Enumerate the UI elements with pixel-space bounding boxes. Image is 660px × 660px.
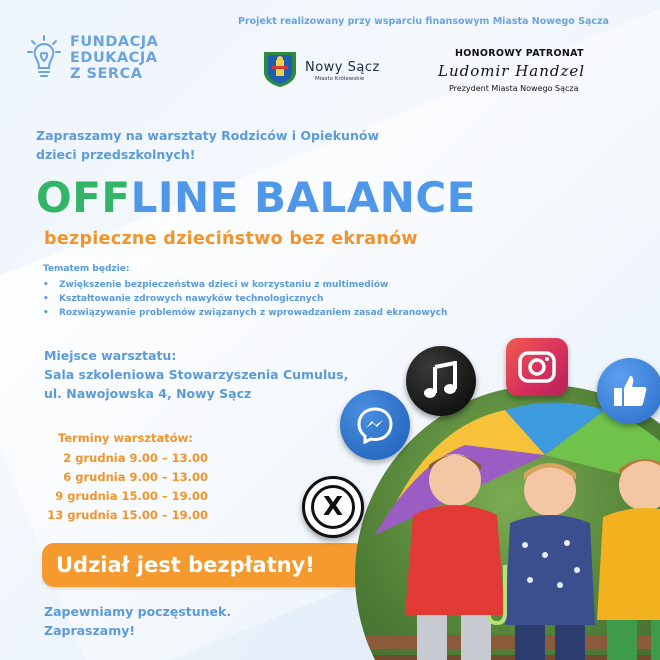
- foundation-logo: [26, 34, 158, 82]
- invite-text: [36, 126, 379, 164]
- topic-item: • Rozwiązywanie problemów związanych z wprowadzaniem zasad ekranowych: [43, 306, 447, 320]
- date-item: 9 grudnia 15.00 – 19.00: [55, 489, 208, 503]
- invite-line1: Zapraszamy na warsztaty Rodziców i Opiekunów: [36, 128, 379, 143]
- city-subtitle: Miasto Królewskie: [315, 76, 365, 82]
- date-item: 13 grudnia 15.00 – 19.00: [47, 508, 208, 522]
- headline-line-balance: LINE BALANCE: [130, 173, 476, 222]
- free-participation-banner: Udział jest bezpłatny!: [42, 543, 366, 587]
- thumbs-up-icon: [597, 358, 660, 424]
- patron-role: Prezydent Miasta Nowego Sącza: [449, 84, 579, 93]
- child-right: [597, 459, 660, 660]
- city-crest-icon: [262, 50, 298, 88]
- venue-line1: Sala szkoleniowa Stowarzyszenia Cumulus,: [44, 367, 349, 382]
- venue-line2: ul. Nawojowska 4, Nowy Sącz: [44, 386, 252, 401]
- date-item: 2 grudnia 9.00 – 13.00: [63, 451, 208, 465]
- topic-item: • Kształtowanie zdrowych nawyków technologicznych: [43, 292, 447, 306]
- closing-line2: Zapraszamy!: [44, 623, 136, 638]
- closing-line1: Zapewniamy poczęstunek.: [44, 604, 232, 619]
- foundation-name: [70, 34, 158, 82]
- lightbulb-heart-icon: [26, 34, 62, 80]
- headline: [36, 174, 476, 222]
- subtitle: bezpieczne dzieciństwo bez ekranów: [44, 229, 418, 249]
- messenger-icon: [340, 390, 410, 460]
- project-note: Projekt realizowany przy wsparciu finansowym Miasta Nowego Sącza: [238, 16, 609, 27]
- x-logo-glyph: X: [311, 485, 355, 529]
- topics-heading: Tematem będzie:: [43, 264, 130, 274]
- foundation-name-line3: Z SERCA: [70, 66, 143, 82]
- dates-list: [30, 449, 208, 525]
- patron-signature: Ludomir Handzel: [438, 62, 586, 80]
- headline-off: OFF: [36, 173, 131, 222]
- invite-line2: dzieci przedszkolnych!: [36, 147, 196, 162]
- foundation-name-line1: FUNDACJA: [70, 34, 159, 50]
- closing-text: [44, 602, 231, 640]
- topics-list: [43, 278, 447, 320]
- child-middle: [505, 463, 595, 660]
- foundation-name-line2: EDUKACJA: [70, 50, 158, 66]
- date-item: 6 grudnia 9.00 – 13.00: [63, 470, 208, 484]
- patron-title: HONOROWY PATRONAT: [455, 48, 584, 59]
- dates-heading: Terminy warsztatów:: [58, 431, 193, 445]
- venue: [44, 346, 348, 403]
- venue-heading: Miejsce warsztatu:: [44, 348, 177, 363]
- instagram-camera-icon: [506, 338, 568, 396]
- city-name: Nowy Sącz: [305, 60, 380, 75]
- x-logo-icon: [302, 476, 364, 538]
- music-note-icon: [406, 346, 476, 416]
- topic-item: • Zwiększenie bezpieczeństwa dzieci w korzystaniu z multimediów: [43, 278, 447, 292]
